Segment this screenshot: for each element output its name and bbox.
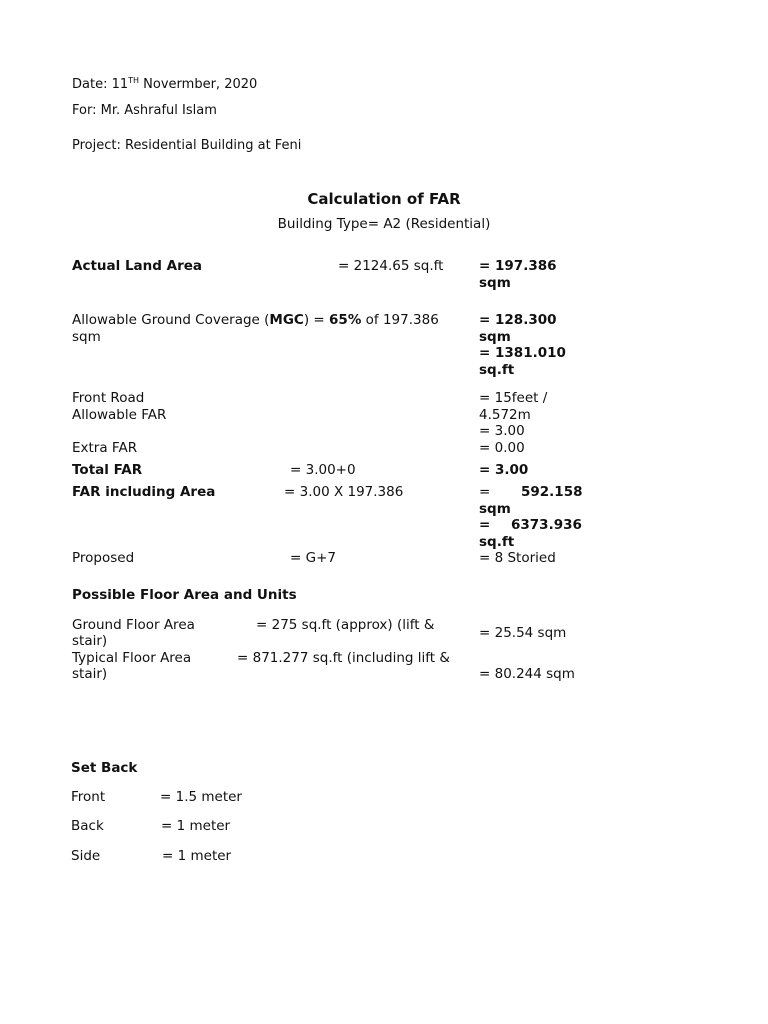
far-area-eq-1: = (479, 484, 491, 500)
total-far-label: Total FAR (72, 462, 143, 478)
typical-floor-calc: = 871.277 sq.ft (including lift & (237, 650, 450, 666)
ground-floor-calc: = 275 sq.ft (approx) (lift & (256, 617, 435, 633)
coverage-text (72, 312, 462, 345)
coverage-result (479, 312, 579, 378)
date-superscript: TH (128, 76, 140, 85)
front-road-label: Front Road (72, 390, 145, 406)
typical-floor-calc-cont: stair) (72, 666, 108, 682)
total-far-calc: = 3.00+0 (290, 462, 356, 478)
for-line: For: Mr. Ashraful Islam (72, 103, 217, 118)
typical-floor-label: Typical Floor Area (72, 650, 192, 666)
document-title: Calculation of FAR (307, 190, 461, 208)
front-road-value: = 15feet / (479, 390, 548, 406)
setback-front-value: = 1.5 meter (160, 789, 242, 805)
coverage-text-c: ) = (303, 312, 330, 328)
ground-floor-label: Ground Floor Area (72, 617, 195, 633)
allowable-far-label: Allowable FAR (72, 407, 167, 423)
coverage-unit: sqm (72, 328, 101, 345)
date-line (72, 77, 257, 93)
mgc-abbr: MGC (269, 312, 304, 328)
proposed-label: Proposed (72, 550, 135, 566)
allowable-far-value: = 3.00 (479, 423, 525, 439)
setback-back-label: Back (71, 818, 104, 834)
actual-land-label: Actual Land Area (72, 258, 203, 274)
coverage-sqm-value: = 128.300 (479, 312, 557, 328)
far-area-sqft-unit: sq.ft (479, 533, 515, 550)
date-suffix: Novermber, 2020 (139, 77, 258, 92)
setback-side-value: = 1 meter (162, 848, 232, 864)
far-area-calc: = 3.00 X 197.386 (284, 484, 404, 500)
extra-far-label: Extra FAR (72, 440, 138, 456)
extra-far-value: = 0.00 (479, 440, 525, 456)
coverage-text-a: Allowable Ground Coverage ( (72, 312, 270, 328)
far-area-sqm-unit: sqm (479, 500, 511, 517)
coverage-sqft-value: = 1381.010 (479, 345, 566, 361)
coverage-sqm-unit: sqm (479, 328, 511, 345)
far-area-eq-2: = (479, 517, 491, 533)
floor-section-heading: Possible Floor Area and Units (72, 587, 297, 603)
front-road-meter: 4.572m (479, 406, 531, 423)
proposed-calc: = G+7 (290, 550, 336, 566)
actual-land-result (479, 258, 579, 291)
setback-side-label: Side (71, 848, 101, 864)
far-area-sqm-value: 592.158 (521, 484, 583, 500)
actual-land-calc: = 2124.65 sq.ft (338, 258, 444, 274)
actual-land-sqm-unit: sqm (479, 274, 511, 291)
far-area-sqft-value: 6373.936 (511, 517, 582, 533)
actual-land-sqm-value: = 197.386 (479, 258, 557, 274)
setback-front-label: Front (71, 789, 106, 805)
ground-floor-calc-cont: stair) (72, 633, 108, 649)
front-road-values (479, 390, 579, 440)
ground-floor-result: = 25.54 sqm (479, 625, 567, 641)
setback-back-value: = 1 meter (161, 818, 231, 834)
coverage-percent: 65% (329, 312, 362, 328)
coverage-sqft-unit: sq.ft (479, 361, 515, 378)
typical-floor-result: = 80.244 sqm (479, 666, 575, 682)
proposed-result: = 8 Storied (479, 550, 556, 566)
far-area-result (479, 484, 583, 550)
far-area-label: FAR including Area (72, 484, 216, 500)
setback-heading: Set Back (71, 760, 138, 776)
total-far-result: = 3.00 (479, 462, 529, 478)
project-line: Project: Residential Building at Feni (72, 138, 302, 153)
document-subtitle: Building Type= A2 (Residential) (277, 216, 491, 232)
date-prefix: Date: 11 (72, 77, 129, 92)
coverage-text-e: of 197.386 (361, 312, 439, 328)
